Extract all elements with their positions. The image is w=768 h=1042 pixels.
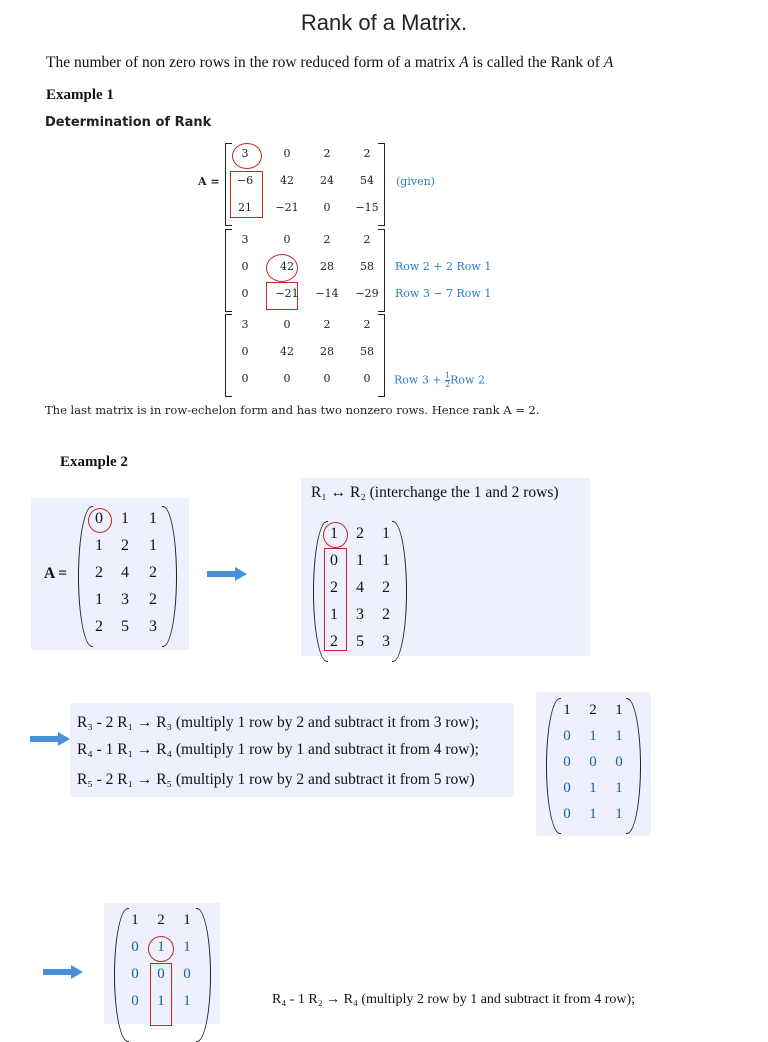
matrix-cell: 28: [320, 260, 334, 273]
note-row3-op: Row 3 − 7 Row 1: [395, 287, 492, 300]
right-bracket: [378, 143, 385, 226]
matrix-cell: 2: [356, 525, 364, 542]
matrix-cell: 1: [615, 780, 623, 796]
matrix-cell: 0: [283, 147, 291, 160]
matrix-cell: 2: [382, 606, 390, 623]
matrix-cell: 2: [95, 564, 103, 581]
matrix-cell: 1: [149, 537, 157, 554]
matrix-cell: 2: [157, 912, 165, 928]
matrix-cell: 0: [241, 372, 249, 385]
matrix-cell: 0: [615, 754, 623, 770]
matrix-cell: −14: [315, 287, 339, 300]
matrix-a-label: A =: [198, 175, 220, 188]
matrix-cell: −21: [275, 287, 299, 300]
matrix-cell: 1: [149, 510, 157, 527]
matrix-cell: 1: [157, 993, 165, 1009]
matrix-cell: 3: [241, 147, 249, 160]
matrix-cell: 58: [360, 260, 374, 273]
matrix-cell: 24: [320, 174, 334, 187]
matrix-cell: 1: [330, 606, 338, 623]
matrix-cell: 1: [589, 780, 597, 796]
matrix-cell: 28: [320, 345, 334, 358]
matrix-cell: 2: [363, 233, 371, 246]
matrix-cell: 1: [615, 702, 623, 718]
matrix-cell: 0: [563, 806, 571, 822]
rank-definition: The number of non zero rows in the row reduced form of a matrix A is called the Rank of A: [46, 54, 614, 71]
note-row3-half-row2: Row 3 + $\frac{1}{2}$ Row 2: [394, 371, 485, 389]
right-bracket: [378, 314, 385, 397]
step2-op-3: R₅ - 2 R₁ → R₅ (multiply 1 row by 2 and subtract it from 5 row): [77, 771, 475, 788]
matrix-cell: 3: [356, 606, 364, 623]
matrix-cell: 58: [360, 345, 374, 358]
matrix-cell: 1: [382, 552, 390, 569]
matrix-cell: 1: [131, 912, 139, 928]
note-row2-op: Row 2 + 2 Row 1: [395, 260, 492, 273]
matrix-cell: 2: [95, 618, 103, 635]
left-bracket: [225, 229, 232, 312]
matrix-cell: 21: [238, 201, 252, 214]
matrix-cell: 0: [131, 993, 139, 1009]
matrix-cell: 0: [563, 780, 571, 796]
matrix-cell: 2: [589, 702, 597, 718]
matrix-cell: 1: [95, 537, 103, 554]
matrix-cell: 42: [280, 174, 294, 187]
matrix-cell: 1: [615, 728, 623, 744]
step2-op-1: R₃ - 2 R₁ → R₃ (multiply 1 row by 2 and subtract it from 3 row);: [77, 714, 479, 731]
matrix-cell: 1: [157, 939, 165, 955]
column-box-d: [150, 963, 172, 1026]
matrix-cell: 5: [121, 618, 129, 635]
arrow-right-icon: [207, 567, 247, 581]
matrix-cell: 2: [382, 579, 390, 596]
matrix-cell: −6: [236, 174, 254, 187]
matrix-cell: 4: [356, 579, 364, 596]
matrix-cell: 1: [356, 552, 364, 569]
right-bracket: [378, 229, 385, 312]
pivot-circle-a: [88, 508, 112, 533]
matrix-cell: 0: [131, 966, 139, 982]
matrix-cell: 0: [157, 966, 165, 982]
matrix-cell: 0: [241, 287, 249, 300]
pivot-circle-d: [148, 936, 174, 962]
matrix-cell: 3: [149, 618, 157, 635]
page-title: Rank of a Matrix.: [300, 10, 468, 35]
matrix-cell: 5: [356, 633, 364, 650]
pivot-circle-2: [266, 254, 298, 282]
matrix-cell: 3: [382, 633, 390, 650]
matrix-cell: 3: [241, 233, 249, 246]
matrix-cell: 0: [183, 966, 191, 982]
matrix-cell: −29: [355, 287, 379, 300]
matrix-cell: 2: [323, 233, 331, 246]
matrix-cell: 1: [589, 806, 597, 822]
matrix-cell: 42: [280, 260, 294, 273]
matrix-cell: 2: [149, 591, 157, 608]
step1-operation: R₁ ↔ R₂ (interchange the 1 and 2 rows): [311, 484, 559, 501]
matrix-cell: 4: [121, 564, 129, 581]
matrix-cell: 2: [121, 537, 129, 554]
matrix-cell: −15: [355, 201, 379, 214]
matrix-cell: 1: [183, 912, 191, 928]
matrix-cell: 1: [382, 525, 390, 542]
arrow-right-icon: [30, 732, 70, 746]
matrix-cell: 0: [323, 372, 331, 385]
matrix-cell: 0: [563, 754, 571, 770]
arrow-right-icon: [43, 965, 83, 979]
determination-heading: Determination of Rank: [45, 115, 212, 130]
matrix-cell: 0: [241, 260, 249, 273]
matrix-cell: 0: [563, 728, 571, 744]
matrix-cell: 1: [183, 993, 191, 1009]
column-box-1: [230, 171, 263, 218]
matrix-cell: 1: [589, 728, 597, 744]
matrix-cell: 0: [323, 201, 331, 214]
left-bracket: [225, 314, 232, 397]
matrix-cell: 0: [283, 233, 291, 246]
matrix-cell: 1: [330, 525, 338, 542]
matrix-cell: 2: [149, 564, 157, 581]
matrix-cell: 2: [363, 318, 371, 331]
matrix-cell: 0: [283, 372, 291, 385]
rank-conclusion: The last matrix is in row-echelon form and has two nonzero rows. Hence rank A = 2.: [45, 403, 540, 417]
matrix-cell: 0: [131, 939, 139, 955]
matrix-cell: 2: [323, 147, 331, 160]
matrix-cell: 42: [280, 345, 294, 358]
step3-op-1: R₄ - 1 R₂ → R₄ (multiply 2 row by 1 and subtract it from 4 row);: [272, 992, 636, 1007]
step2-op-2: R₄ - 1 R₁ → R₄ (multiply 1 row by 1 and subtract it from 4 row);: [77, 741, 479, 758]
matrix-cell: 0: [330, 552, 338, 569]
matrix-cell: 2: [323, 318, 331, 331]
column-box-2: [266, 282, 298, 310]
matrix-cell: 0: [589, 754, 597, 770]
matrix-cell: 1: [95, 591, 103, 608]
matrix-cell: −21: [275, 201, 299, 214]
example-1-heading: Example 1: [46, 87, 114, 103]
example-2-heading: Example 2: [60, 454, 128, 470]
matrix-cell: 2: [330, 579, 338, 596]
matrix-cell: 1: [183, 939, 191, 955]
matrix-cell: 0: [283, 318, 291, 331]
matrix-cell: 2: [363, 147, 371, 160]
matrix-cell: 1: [563, 702, 571, 718]
note-given: (given): [396, 175, 435, 188]
matrix-cell: 2: [330, 633, 338, 650]
matrix-cell: 3: [241, 318, 249, 331]
matrix-cell: 0: [363, 372, 371, 385]
matrix-cell: 1: [121, 510, 129, 527]
matrix-cell: 0: [241, 345, 249, 358]
column-box-b: [324, 548, 347, 651]
matrix-cell: 3: [121, 591, 129, 608]
pivot-circle-1: [232, 143, 262, 169]
pivot-circle-b: [323, 522, 348, 548]
matrix-cell: 54: [360, 174, 374, 187]
matrix-cell: 0: [95, 510, 103, 527]
matrix-cell: 1: [615, 806, 623, 822]
matrix-a-label-2: A =: [44, 565, 68, 582]
